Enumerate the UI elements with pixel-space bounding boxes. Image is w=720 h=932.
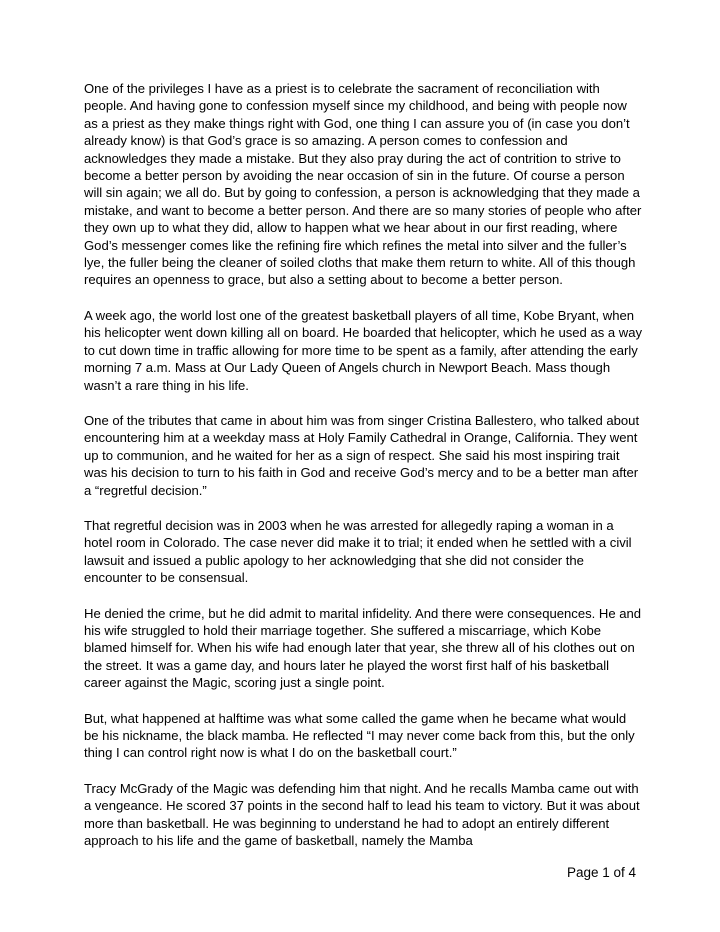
page-number: Page 1 of 4 — [566, 865, 636, 880]
paragraph-tribute: One of the tributes that came in about him was from singer Cristina Ballestero, who talked about encountering him at a weekday mass at Holy Family Cathedral in Orange, California. They went up to communion, and he waited for her as a sign of respect. She said his most inspiring trait was his decision to turn to his faith in God and receive God’s mercy and to be a better man after a “regretful decision.” — [84, 412, 640, 498]
paragraph-consequences: He denied the crime, but he did admit to marital infidelity. And there were consequences. He and his wife struggled to hold their marriage together. She suffered a miscarriage, which Kobe blamed himself for. When his wife had enough later that year, she threw all of his clothes out on the street. It was a game day, and hours later he played the worst first half of his basketball career against the Magic, scoring just a single point. — [84, 605, 642, 691]
paragraph-mcgrady: Tracy McGrady of the Magic was defending him that night. And he recalls Mamba came out with a vengeance. He scored 37 points in the second half to lead his team to victory. But it was about more than basketball. He was beginning to understand he had to adopt an entirely different approach to his life and the game of basketball, namely the Mamba — [84, 780, 640, 849]
paragraph-halftime: But, what happened at halftime was what some called the game when he became what would be his nickname, the black mamba. He reflected “I may never come back from this, but the only thing I can control right now is what I do on the basketball court.” — [84, 710, 635, 761]
paragraph-kobe-helicopter: A week ago, the world lost one of the greatest basketball players of all time, Kobe Bryant, when his helicopter went down killing all on board. He boarded that helicopter, which he used as a way to cut down time in traffic allowing for more time to be spent as a family, after attending the early morning 7 a.m. Mass at Our Lady Queen of Angels church in Newport Beach. Mass though wasn’t a rare thing in his life. — [84, 307, 643, 393]
paragraph-regretful-decision: That regretful decision was in 2003 when he was arrested for allegedly raping a woman in a hotel room in Colorado. The case never did make it to trial; it ended when he settled with a civil lawsuit and issued a public apology to her acknowledging that she did not consider the encounter to be consensual. — [84, 517, 632, 586]
paragraph-reconciliation: One of the privileges I have as a priest is to celebrate the sacrament of reconciliation with people. And having gone to confession myself since my childhood, and being with people now as a priest as they make things right with God, one thing I can assure you of (in case you don’t already know) is that God’s grace is so amazing. A person comes to confession and acknowledges they made a mistake. But they also pray during the act of contrition to strive to become a better person by avoiding the near occasion of sin in the future. Of course a person will sin again; we all do. But by going to confession, a person is acknowledging that they made a mistake, and want to become a better person. And there are so many stories of people who after they own up to what they did, allow to happen what we hear about in our first reading, where God’s messenger comes like the refining fire which refines the metal into silver and the fuller’s lye, the fuller being the cleaner of soiled cloths that make them return to white. All of this though requires an openness to grace, but also a setting about to become a better person. — [84, 81, 642, 288]
document-page — [84, 80, 644, 867]
